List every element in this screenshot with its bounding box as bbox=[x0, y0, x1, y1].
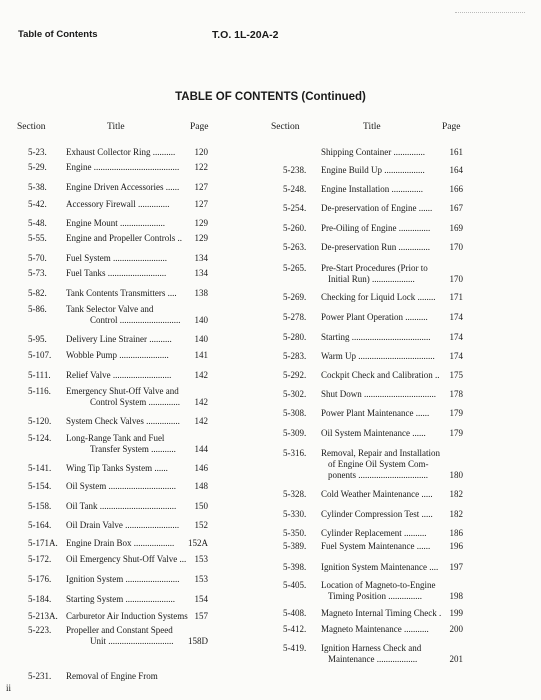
running-header-left: Table of Contents bbox=[18, 29, 98, 40]
toc-section-number: 5-265. bbox=[283, 263, 307, 273]
toc-section-number: 5-308. bbox=[283, 408, 307, 418]
toc-section-number: 5-164. bbox=[28, 520, 52, 530]
toc-entry[interactable] bbox=[28, 288, 208, 299]
toc-entry[interactable] bbox=[28, 625, 208, 647]
toc-entry[interactable] bbox=[28, 162, 208, 173]
toc-entry[interactable] bbox=[283, 389, 463, 400]
toc-section-number: 5-231. bbox=[28, 671, 52, 681]
toc-section-number: 5-107. bbox=[28, 350, 52, 360]
toc-entry-title: System Check Valves ............... bbox=[66, 416, 180, 426]
toc-page-number: 199 bbox=[449, 608, 463, 618]
toc-entry[interactable] bbox=[283, 242, 463, 253]
toc-entry-title: Engine Build Up .................. bbox=[321, 165, 425, 175]
toc-section-number: 5-263. bbox=[283, 242, 307, 252]
toc-page-number: 179 bbox=[449, 428, 463, 438]
toc-entry[interactable] bbox=[28, 433, 208, 455]
toc-entry-title: Tank Contents Transmitters .... bbox=[66, 288, 177, 298]
toc-page-number: 158D bbox=[188, 636, 208, 646]
toc-section-number: 5-70. bbox=[28, 253, 47, 263]
toc-entry[interactable] bbox=[28, 554, 208, 565]
toc-entry[interactable] bbox=[283, 351, 463, 362]
toc-page-number: 146 bbox=[194, 463, 208, 473]
toc-entry-title: Oil Drain Valve ........................ bbox=[66, 520, 180, 530]
toc-page-number: 152 bbox=[194, 520, 208, 530]
toc-entry-title: De-preservation of Engine ...... bbox=[321, 203, 433, 213]
toc-entry[interactable] bbox=[28, 611, 208, 622]
toc-page-number: 197 bbox=[449, 562, 463, 572]
toc-entry-title: Shipping Container .............. bbox=[321, 147, 425, 157]
toc-entry[interactable] bbox=[28, 350, 208, 361]
toc-page-number: 129 bbox=[194, 233, 208, 243]
toc-section-number: 5-408. bbox=[283, 608, 307, 618]
toc-entry-title: Emergency Shut-Off Valve and bbox=[66, 386, 179, 396]
toc-page-number: 157 bbox=[194, 611, 208, 621]
page-number: ii bbox=[6, 683, 12, 693]
toc-entry[interactable] bbox=[28, 233, 208, 244]
toc-section-number: 5-42. bbox=[28, 199, 47, 209]
toc-entry-title: Magneto Maintenance ........... bbox=[321, 624, 429, 634]
toc-entry-title: Ignition System Maintenance .... bbox=[321, 562, 439, 572]
toc-section-number: 5-38. bbox=[28, 182, 47, 192]
toc-page-number: 153 bbox=[194, 554, 208, 564]
toc-entry-title: Engine ...................................... bbox=[66, 162, 180, 172]
toc-entry-title: Engine Driven Accessories ...... bbox=[66, 182, 180, 192]
toc-entry-title-continued: Control System .............. bbox=[90, 397, 181, 407]
toc-entry[interactable] bbox=[28, 671, 208, 682]
toc-section-number: 5-302. bbox=[283, 389, 307, 399]
toc-page-number: 174 bbox=[449, 312, 463, 322]
toc-section-number: 5-141. bbox=[28, 463, 52, 473]
toc-entry-title: Delivery Line Strainer .......... bbox=[66, 334, 172, 344]
toc-section-number: 5-309. bbox=[283, 428, 307, 438]
toc-section-number: 5-55. bbox=[28, 233, 47, 243]
toc-entry[interactable] bbox=[28, 182, 208, 193]
toc-entry[interactable] bbox=[283, 312, 463, 323]
toc-section-number: 5-254. bbox=[283, 203, 307, 213]
toc-entry-title: Fuel Tanks .......................... bbox=[66, 268, 167, 278]
toc-entry[interactable] bbox=[28, 520, 208, 531]
toc-entry-title: Long-Range Tank and Fuel bbox=[66, 433, 165, 443]
toc-entry-title: Starting ................................... bbox=[321, 332, 431, 342]
left-col-title-header: Title bbox=[107, 122, 125, 132]
toc-entry-title: De-preservation Run .............. bbox=[321, 242, 430, 252]
toc-section-number: 5-120. bbox=[28, 416, 52, 426]
toc-section-number: 5-171A. bbox=[28, 538, 58, 548]
toc-entry[interactable] bbox=[28, 334, 208, 345]
toc-page-number: 129 bbox=[194, 218, 208, 228]
toc-page-number: 171 bbox=[449, 292, 463, 302]
toc-entry-title: Fuel System ........................ bbox=[66, 253, 168, 263]
toc-section-number: 5-176. bbox=[28, 574, 52, 584]
toc-section-number: 5-328. bbox=[283, 489, 307, 499]
right-col-title-header: Title bbox=[363, 122, 381, 132]
toc-entry[interactable] bbox=[283, 541, 463, 552]
toc-entry-title: Accessory Firewall .............. bbox=[66, 199, 170, 209]
toc-entry-title: Location of Magneto-to-Engine bbox=[321, 580, 436, 590]
toc-section-number: 5-111. bbox=[28, 370, 51, 380]
toc-entry[interactable] bbox=[283, 608, 463, 619]
toc-entry-title: Relief Valve .......................... bbox=[66, 370, 172, 380]
toc-entry[interactable] bbox=[283, 562, 463, 573]
toc-section-number: 5-116. bbox=[28, 386, 51, 396]
toc-section-number: 5-172. bbox=[28, 554, 52, 564]
toc-entry-title: Tank Selector Valve and bbox=[66, 304, 154, 314]
toc-entry-title: Ignition Harness Check and bbox=[321, 643, 422, 653]
toc-page-number: 127 bbox=[194, 199, 208, 209]
toc-page-number: 196 bbox=[449, 541, 463, 551]
toc-entry[interactable] bbox=[283, 408, 463, 419]
toc-entry-title: Pre-Oiling of Engine .............. bbox=[321, 223, 431, 233]
toc-entry[interactable] bbox=[283, 292, 463, 303]
toc-page-number: 142 bbox=[194, 370, 208, 380]
toc-entry[interactable] bbox=[28, 416, 208, 427]
toc-entry-title-continued: Timing Position ............... bbox=[328, 591, 422, 601]
toc-entry-title: Shut Down ................................ bbox=[321, 389, 437, 399]
toc-entry[interactable] bbox=[283, 509, 463, 520]
toc-page-number: 175 bbox=[449, 370, 463, 380]
toc-entry-title: Engine and Propeller Controls .. bbox=[66, 233, 182, 243]
right-col-section-header: Section bbox=[271, 122, 300, 132]
toc-page-number: 153 bbox=[194, 574, 208, 584]
toc-entry[interactable] bbox=[28, 463, 208, 474]
toc-page-number: 142 bbox=[194, 397, 208, 407]
toc-section-number: 5-184. bbox=[28, 594, 52, 604]
toc-entry-title: Wobble Pump ...................... bbox=[66, 350, 169, 360]
toc-entry[interactable] bbox=[283, 165, 463, 176]
toc-entry-title: Power Plant Operation .......... bbox=[321, 312, 428, 322]
toc-entry-title: Carburetor Air Induction Systems bbox=[66, 611, 188, 621]
toc-section-number: 5-350. bbox=[283, 528, 307, 538]
page-title: TABLE OF CONTENTS (Continued) bbox=[175, 91, 366, 103]
toc-entry[interactable] bbox=[28, 386, 208, 408]
toc-entry[interactable] bbox=[283, 223, 463, 234]
toc-section-number: 5-260. bbox=[283, 223, 307, 233]
toc-page-number: 170 bbox=[449, 242, 463, 252]
toc-section-number: 5-23. bbox=[28, 147, 47, 157]
toc-entry[interactable] bbox=[28, 594, 208, 605]
toc-page-number: 161 bbox=[449, 147, 463, 157]
toc-entry-title-continued: Control ........................... bbox=[90, 315, 181, 325]
toc-entry-title: Cockpit Check and Calibration .. bbox=[321, 370, 440, 380]
toc-entry-title: Fuel System Maintenance ...... bbox=[321, 541, 431, 551]
toc-page-number: 200 bbox=[449, 624, 463, 634]
toc-entry-title: Warm Up .................................. bbox=[321, 351, 435, 361]
toc-entry-title: Oil System Maintenance ...... bbox=[321, 428, 426, 438]
toc-entry[interactable] bbox=[28, 268, 208, 279]
toc-page-number: 164 bbox=[449, 165, 463, 175]
toc-section-number: 5-223. bbox=[28, 625, 52, 635]
toc-entry-title: Magneto Internal Timing Check . bbox=[321, 608, 442, 618]
toc-entry-title: Starting System ...................... bbox=[66, 594, 176, 604]
toc-entry[interactable] bbox=[283, 624, 463, 635]
toc-section-number: 5-405. bbox=[283, 580, 307, 590]
left-col-page-header: Page bbox=[190, 122, 209, 132]
toc-page-number: 180 bbox=[449, 470, 463, 480]
toc-entry[interactable] bbox=[283, 203, 463, 214]
toc-section-number: 5-86. bbox=[28, 304, 47, 314]
toc-entry-title: Checking for Liquid Lock ........ bbox=[321, 292, 436, 302]
toc-entry[interactable] bbox=[283, 580, 463, 602]
toc-section-number: 5-248. bbox=[283, 184, 307, 194]
left-col-section-header: Section bbox=[17, 122, 46, 132]
toc-entry[interactable] bbox=[28, 574, 208, 585]
toc-entry-title: Pre-Start Procedures (Prior to bbox=[321, 263, 428, 273]
toc-page-number: 174 bbox=[449, 332, 463, 342]
toc-section-number: 5-280. bbox=[283, 332, 307, 342]
toc-section-number: 5-278. bbox=[283, 312, 307, 322]
toc-entry-title: Removal, Repair and Installation bbox=[321, 448, 440, 458]
toc-page-number: 179 bbox=[449, 408, 463, 418]
toc-entry[interactable] bbox=[28, 253, 208, 264]
toc-entry-title: Oil System .............................. bbox=[66, 481, 177, 491]
toc-page-number: 148 bbox=[194, 481, 208, 491]
toc-entry[interactable] bbox=[283, 528, 463, 539]
toc-page-number: 182 bbox=[449, 509, 463, 519]
toc-entry-title-continued: Transfer System ........... bbox=[90, 444, 176, 454]
running-header-document-number: T.O. 1L-20A-2 bbox=[212, 29, 279, 41]
toc-entry[interactable] bbox=[283, 147, 463, 158]
toc-entry[interactable] bbox=[283, 489, 463, 500]
toc-entry[interactable] bbox=[283, 370, 463, 381]
toc-section-number: 5-292. bbox=[283, 370, 307, 380]
toc-entry[interactable] bbox=[283, 643, 463, 665]
toc-page-number: 170 bbox=[449, 274, 463, 284]
toc-section-number: 5-398. bbox=[283, 562, 307, 572]
toc-entry-title: Engine Installation .............. bbox=[321, 184, 423, 194]
toc-entry[interactable] bbox=[28, 218, 208, 229]
toc-section-number: 5-412. bbox=[283, 624, 307, 634]
toc-entry-title: Removal of Engine From bbox=[66, 671, 158, 681]
toc-entry-title: Ignition System ........................ bbox=[66, 574, 180, 584]
toc-section-number: 5-154. bbox=[28, 481, 52, 491]
toc-entry[interactable] bbox=[28, 147, 208, 158]
toc-page-number: 140 bbox=[194, 315, 208, 325]
toc-entry[interactable] bbox=[283, 263, 463, 285]
toc-section-number: 5-73. bbox=[28, 268, 47, 278]
toc-section-number: 5-213A. bbox=[28, 611, 58, 621]
toc-entry[interactable] bbox=[28, 370, 208, 381]
toc-page-number: 174 bbox=[449, 351, 463, 361]
toc-entry-title-continued: Maintenance .................. bbox=[328, 654, 418, 664]
toc-page-number: 122 bbox=[194, 162, 208, 172]
toc-entry-title-continued: Initial Run) ................... bbox=[328, 274, 415, 284]
toc-section-number: 5-419. bbox=[283, 643, 307, 653]
toc-entry-title: Oil Tank .................................. bbox=[66, 501, 177, 511]
toc-entry-title-continued: ponents ............................... bbox=[328, 470, 428, 480]
toc-page-number: 169 bbox=[449, 223, 463, 233]
toc-page-number: 142 bbox=[194, 416, 208, 426]
right-col-page-header: Page bbox=[442, 122, 461, 132]
toc-entry-title: Engine Mount .................... bbox=[66, 218, 165, 228]
toc-page-number: 198 bbox=[449, 591, 463, 601]
toc-page-number: 141 bbox=[194, 350, 208, 360]
toc-entry[interactable] bbox=[283, 448, 463, 481]
toc-page-number: 120 bbox=[194, 147, 208, 157]
toc-section-number: 5-389. bbox=[283, 541, 307, 551]
toc-page-number: 138 bbox=[194, 288, 208, 298]
scan-artifact bbox=[455, 12, 525, 18]
toc-entry[interactable] bbox=[28, 199, 208, 210]
toc-entry[interactable] bbox=[28, 501, 208, 512]
toc-page-number: 150 bbox=[194, 501, 208, 511]
toc-page-number: 182 bbox=[449, 489, 463, 499]
toc-page-number: 140 bbox=[194, 334, 208, 344]
toc-section-number: 5-48. bbox=[28, 218, 47, 228]
toc-entry[interactable] bbox=[28, 481, 208, 492]
toc-entry-title: Engine Drain Box .................. bbox=[66, 538, 175, 548]
toc-entry-title: Wing Tip Tanks System ...... bbox=[66, 463, 168, 473]
toc-section-number: 5-124. bbox=[28, 433, 52, 443]
toc-page-number: 154 bbox=[194, 594, 208, 604]
toc-page-number: 134 bbox=[194, 253, 208, 263]
toc-page-number: 134 bbox=[194, 268, 208, 278]
toc-entry[interactable] bbox=[28, 538, 208, 549]
toc-entry[interactable] bbox=[283, 332, 463, 343]
toc-page-number: 167 bbox=[449, 203, 463, 213]
toc-section-number: 5-95. bbox=[28, 334, 47, 344]
toc-entry-title-continued: of Engine Oil System Com- bbox=[328, 459, 429, 469]
toc-entry[interactable] bbox=[283, 428, 463, 439]
toc-section-number: 5-158. bbox=[28, 501, 52, 511]
toc-section-number: 5-283. bbox=[283, 351, 307, 361]
toc-entry[interactable] bbox=[283, 184, 463, 195]
toc-page-number: 166 bbox=[449, 184, 463, 194]
toc-section-number: 5-330. bbox=[283, 509, 307, 519]
toc-entry-title: Exhaust Collector Ring .......... bbox=[66, 147, 176, 157]
toc-entry-title: Cylinder Compression Test ..... bbox=[321, 509, 433, 519]
toc-page-number: 186 bbox=[449, 528, 463, 538]
toc-entry-title: Cold Weather Maintenance ..... bbox=[321, 489, 433, 499]
toc-entry-title: Propeller and Constant Speed bbox=[66, 625, 173, 635]
toc-page-number: 144 bbox=[194, 444, 208, 454]
toc-page-number: 201 bbox=[449, 654, 463, 664]
toc-section-number: 5-82. bbox=[28, 288, 47, 298]
toc-section-number: 5-269. bbox=[283, 292, 307, 302]
toc-page-number: 127 bbox=[194, 182, 208, 192]
toc-entry[interactable] bbox=[28, 304, 208, 326]
toc-page-number: 152A bbox=[188, 538, 208, 548]
toc-entry-title: Cylinder Replacement .......... bbox=[321, 528, 427, 538]
toc-section-number: 5-238. bbox=[283, 165, 307, 175]
toc-entry-title: Power Plant Maintenance ...... bbox=[321, 408, 430, 418]
toc-page-number: 178 bbox=[449, 389, 463, 399]
toc-section-number: 5-316. bbox=[283, 448, 307, 458]
toc-section-number: 5-29. bbox=[28, 162, 47, 172]
toc-entry-title: Oil Emergency Shut-Off Valve ... bbox=[66, 554, 187, 564]
toc-entry-title-continued: Unit ............................. bbox=[90, 636, 174, 646]
